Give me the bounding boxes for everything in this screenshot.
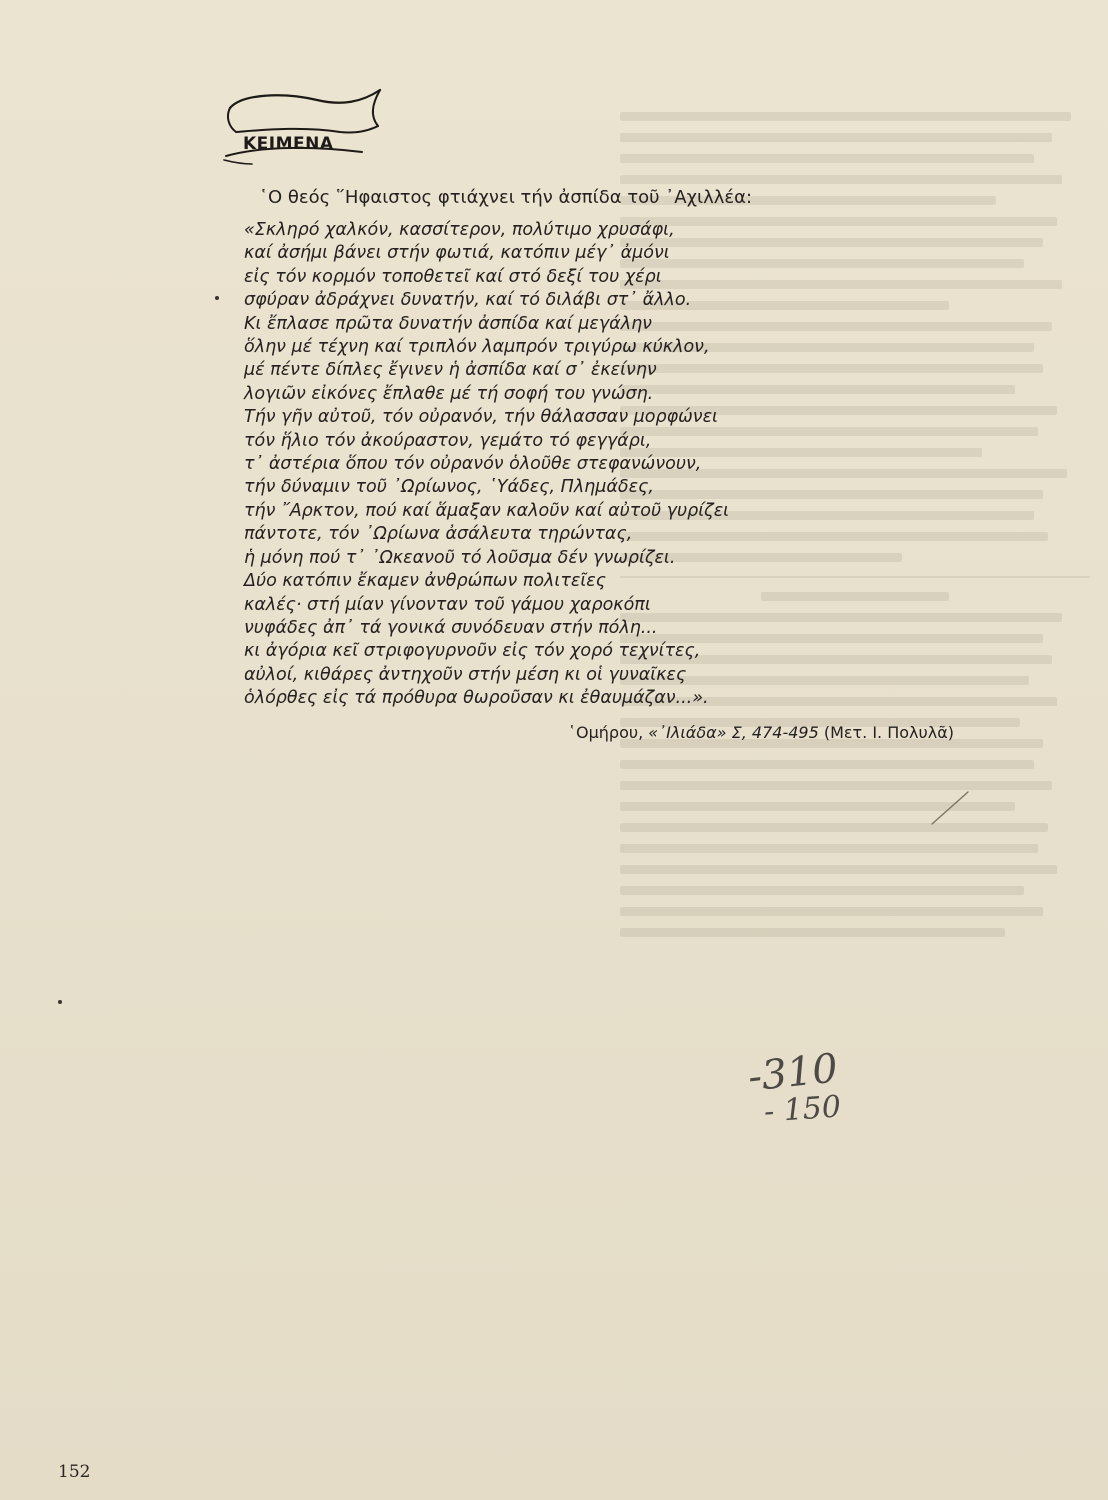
poem-line: εἰς τόν κορμόν τοποθετεῖ καί στό δεξί του χέρι [244, 266, 662, 287]
scroll-ribbon-icon [222, 86, 392, 178]
section-logo [222, 86, 392, 178]
poem-line: κι ἀγόρια κεῖ στριφογυρνοῦν εἰς τόν χορό τεχνίτες, [244, 641, 701, 662]
poem [244, 219, 729, 711]
section-title: KEIMENA [243, 134, 334, 154]
intro-line: ῾Ο θεός ῞Ηφαιστος φτιάχνει τήν ἀσπίδα τοῦ ᾽Αχιλλέα: [259, 187, 753, 208]
poem-line: καλές· στή μίαν γίνονταν τοῦ γάμου χαροκόπι [244, 594, 651, 615]
speck-mark [58, 1000, 62, 1004]
poem-line: ἡ μόνη πού τ᾽ ᾽Ωκεανοῦ τό λοῦσμα δέν γνωρίζει. [244, 547, 676, 568]
poem-line: αὐλοί, κιθάρες ἀντηχοῦν στήν μέση κι οἱ γυναῖκες [244, 664, 687, 685]
handwritten-note-bottom: - 150 [762, 1089, 843, 1130]
source-work: «᾽Ιλιάδα» Σ, 474-495 [648, 723, 819, 742]
page-number: 152 [58, 1462, 91, 1482]
poem-line: τήν ῎Αρκτον, πού καί ἅμαξαν καλοῦν καί αὐτοῦ γυρίζει [244, 500, 730, 521]
poem-line: τ᾽ ἀστέρια ὅπου τόν οὐρανόν ὁλοῦθε στεφανώνουν, [244, 454, 702, 475]
poem-line: τήν δύναμιν τοῦ ᾽Ωρίωνος, ῾Υάδες, Πλημάδες, [244, 477, 654, 498]
poem-line: πάντοτε, τόν ᾽Ωρίωνα ἀσάλευτα τηρώντας, [244, 524, 633, 545]
poem-line: μέ πέντε δίπλες ἔγινεν ἡ ἀσπίδα καί σ᾽ ἐκείνην [244, 360, 657, 381]
pencil-stroke-mark [930, 790, 970, 826]
poem-line: τόν ἥλιο τόν ἀκούραστον, γεμάτο τό φεγγάρι, [244, 430, 652, 451]
source-citation [568, 722, 954, 744]
poem-line: λογιῶν εἰκόνες ἔπλαθε μέ τή σοφή του γνώση. [244, 383, 654, 404]
handwritten-note-top: -310 [745, 1045, 841, 1101]
poem-line: ὅλην μέ τέχνη καί τριπλόν λαμπρόν τριγύρω κύκλον, [244, 337, 710, 358]
poem-line: Κι ἔπλασε πρῶτα δυνατήν ἀσπίδα καί μεγάλην [244, 313, 652, 334]
poem-line: Τήν γῆν αὐτοῦ, τόν οὐρανόν, τήν θάλασσαν μορφώνει [244, 407, 718, 428]
poem-line: καί ἀσήμι βάνει στήν φωτιά, κατόπιν μέγ᾽ ἀμόνι [244, 243, 670, 264]
speck-mark [215, 296, 219, 300]
poem-line: νυφάδες ἀπ᾽ τά γονικά συνόδευαν στήν πόλη... [244, 617, 658, 638]
source-translator: (Μετ. Ι. Πολυλᾶ) [818, 723, 955, 742]
poem-line: σφύραν ἀδράχνει δυνατήν, καί τό διλάβι στ᾽ ἄλλο. [244, 290, 692, 311]
poem-line: Δύο κατόπιν ἔκαμεν ἀνθρώπων πολιτεῖες [244, 571, 606, 592]
poem-line: ὁλόρθες εἰς τά πρόθυρα θωροῦσαν κι ἐθαυμάζαν...». [244, 688, 709, 709]
poem-line: «Σκληρό χαλκόν, κασσίτερον, πολύτιμο χρυσάφι, [244, 220, 675, 240]
source-author: ῾Ομήρου, [568, 723, 649, 742]
